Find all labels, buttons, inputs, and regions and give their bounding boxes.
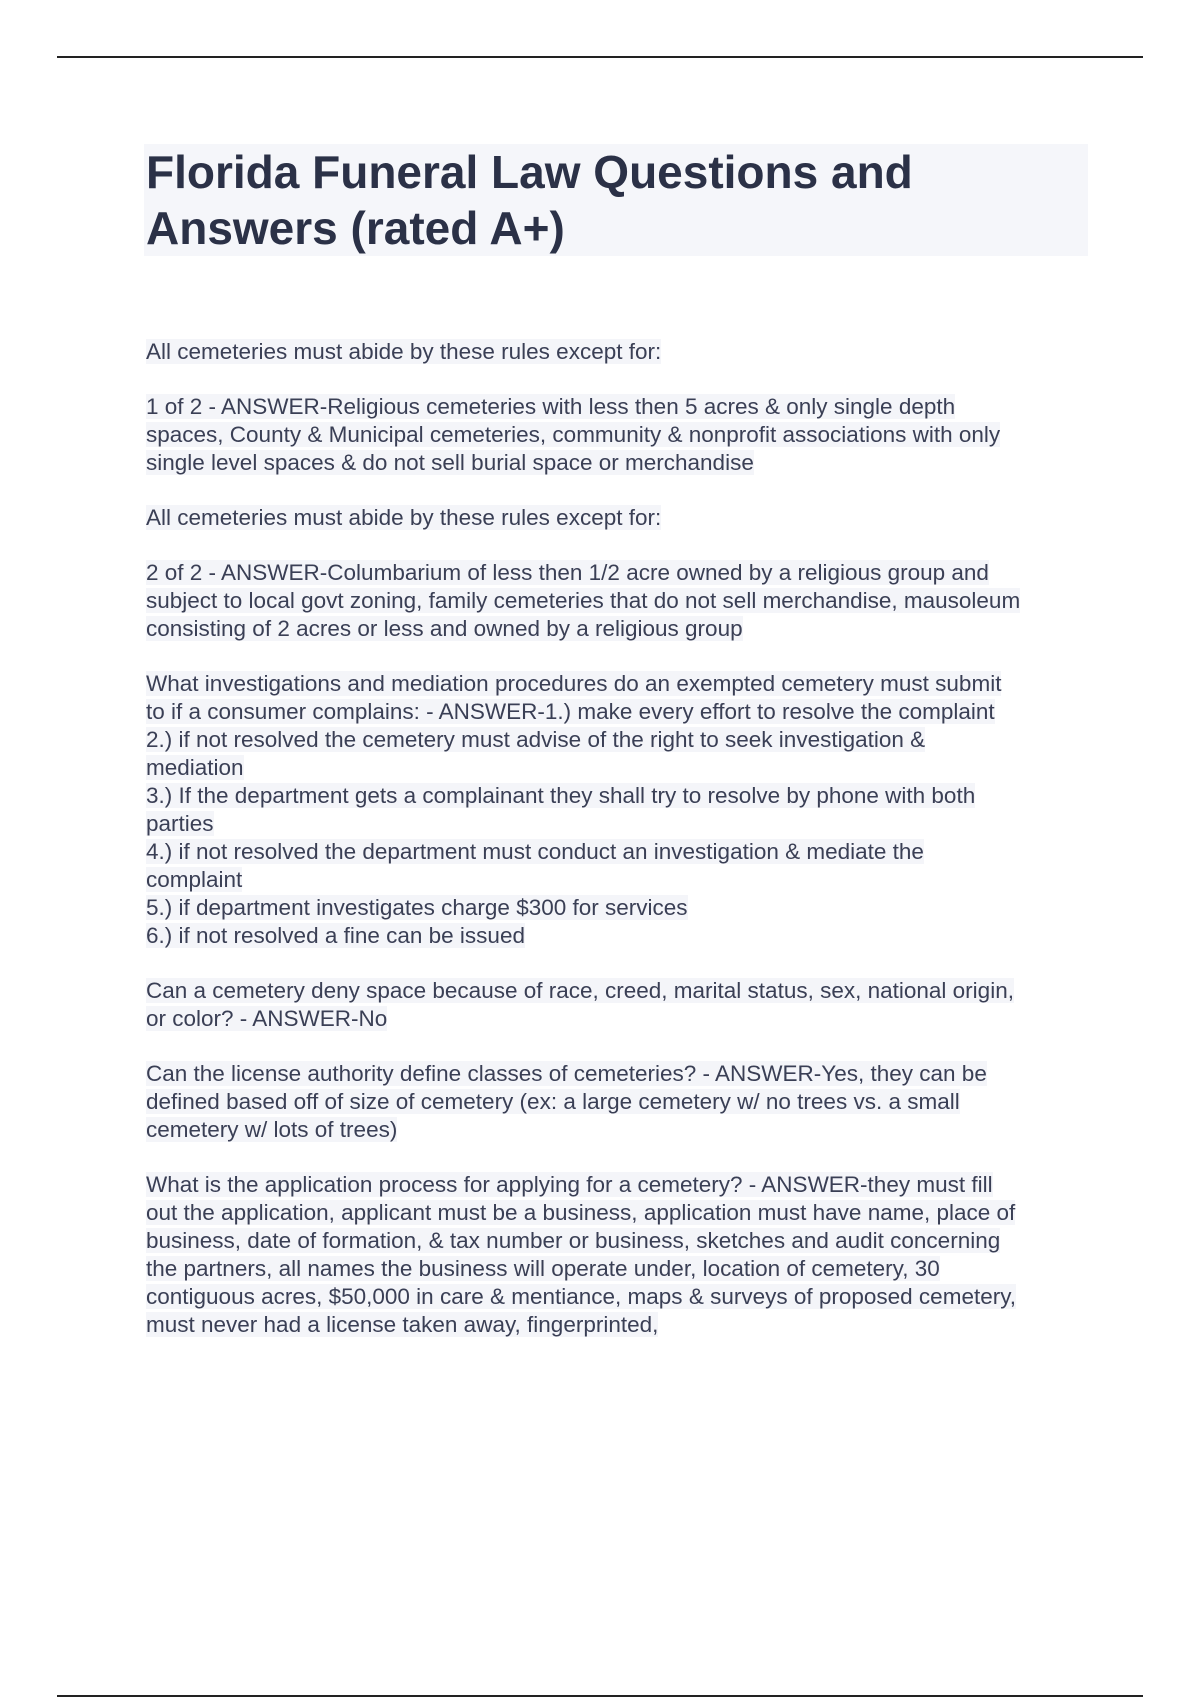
text-line — [146, 393, 1096, 421]
text-line — [146, 559, 1096, 587]
text-line — [146, 421, 1096, 449]
qa-paragraph — [146, 559, 1096, 643]
text-line-content: subject to local govt zoning, family cemeteries that do not sell merchandise, mausoleum — [146, 588, 1021, 613]
text-line — [146, 754, 1096, 782]
qa-paragraph — [146, 393, 1096, 477]
text-line-content: 3.) If the department gets a complainant they shall try to resolve by phone with both — [146, 783, 976, 808]
qa-paragraph — [146, 1060, 1096, 1144]
text-line — [146, 449, 1096, 477]
text-line — [146, 698, 1096, 726]
text-line — [146, 615, 1096, 643]
text-line — [146, 1060, 1096, 1088]
title-line: Florida Funeral Law Questions and — [146, 146, 913, 198]
text-line-content: business, date of formation, & tax number or business, sketches and audit concerning — [146, 1228, 1001, 1253]
text-line — [146, 810, 1096, 838]
text-line — [146, 1199, 1096, 1227]
text-line-content: cemetery w/ lots of trees) — [146, 1117, 398, 1142]
qa-paragraph — [146, 504, 1096, 532]
text-line-content: What investigations and mediation procedures do an exempted cemetery must submit — [146, 671, 1002, 696]
text-line — [146, 1255, 1096, 1283]
text-line — [146, 1005, 1096, 1033]
text-line-content: must never had a license taken away, fingerprinted, — [146, 1312, 659, 1337]
text-line-content: Can the license authority define classes of cemeteries? - ANSWER-Yes, they can be — [146, 1061, 987, 1086]
text-line — [146, 1227, 1096, 1255]
text-line-content: defined based off of size of cemetery (ex: a large cemetery w/ no trees vs. a small — [146, 1089, 960, 1114]
text-line-content: spaces, County & Municipal cemeteries, community & nonprofit associations with only — [146, 422, 1001, 447]
text-line-content: single level spaces & do not sell burial space or merchandise — [146, 450, 754, 475]
text-line-content: 5.) if department investigates charge $300 for services — [146, 895, 688, 920]
qa-paragraph — [146, 338, 1096, 366]
text-line-content: or color? - ANSWER-No — [146, 1006, 388, 1031]
document-body — [146, 338, 1096, 1366]
text-line — [146, 922, 1096, 950]
text-line — [146, 977, 1096, 1005]
text-line-content: All cemeteries must abide by these rules except for: — [146, 339, 662, 364]
text-line-content: complaint — [146, 867, 243, 892]
text-line-content: 1 of 2 - ANSWER-Religious cemeteries with less then 5 acres & only single depth — [146, 394, 956, 419]
text-line — [146, 670, 1096, 698]
text-line-content: 2.) if not resolved the cemetery must advise of the right to seek investigation & — [146, 727, 926, 752]
text-line-content: 6.) if not resolved a fine can be issued — [146, 923, 525, 948]
text-line-content: contiguous acres, $50,000 in care & mentiance, maps & surveys of proposed cemetery, — [146, 1284, 1017, 1309]
top-rule — [57, 56, 1143, 58]
text-line — [146, 866, 1096, 894]
text-line — [146, 782, 1096, 810]
text-line — [146, 338, 1096, 366]
text-line — [146, 726, 1096, 754]
text-line-content: mediation — [146, 755, 244, 780]
document-title — [146, 144, 1086, 256]
text-line — [146, 1171, 1096, 1199]
text-line-content: 4.) if not resolved the department must conduct an investigation & mediate the — [146, 839, 924, 864]
text-line-content: to if a consumer complains: - ANSWER-1.) make every effort to resolve the complaint — [146, 699, 995, 724]
bottom-rule — [57, 1695, 1143, 1697]
text-line-content: consisting of 2 acres or less and owned by a religious group — [146, 616, 743, 641]
text-line-content: out the application, applicant must be a business, application must have name, place of — [146, 1200, 1016, 1225]
text-line-content: What is the application process for applying for a cemetery? - ANSWER-they must fill — [146, 1172, 993, 1197]
title-line: Answers (rated A+) — [146, 202, 565, 254]
text-line-content: 2 of 2 - ANSWER-Columbarium of less then 1/2 acre owned by a religious group and — [146, 560, 989, 585]
qa-paragraph — [146, 977, 1096, 1033]
text-line-content: the partners, all names the business will operate under, location of cemetery, 30 — [146, 1256, 940, 1281]
qa-paragraph — [146, 670, 1096, 950]
text-line — [146, 1088, 1096, 1116]
text-line-content: Can a cemetery deny space because of race, creed, marital status, sex, national origin, — [146, 978, 1014, 1003]
text-line — [146, 1116, 1096, 1144]
text-line-content: parties — [146, 811, 214, 836]
text-line — [146, 838, 1096, 866]
text-line — [146, 894, 1096, 922]
text-line — [146, 1283, 1096, 1311]
text-line-content: All cemeteries must abide by these rules except for: — [146, 505, 662, 530]
text-line — [146, 587, 1096, 615]
text-line — [146, 504, 1096, 532]
qa-paragraph — [146, 1171, 1096, 1339]
text-line — [146, 1311, 1096, 1339]
